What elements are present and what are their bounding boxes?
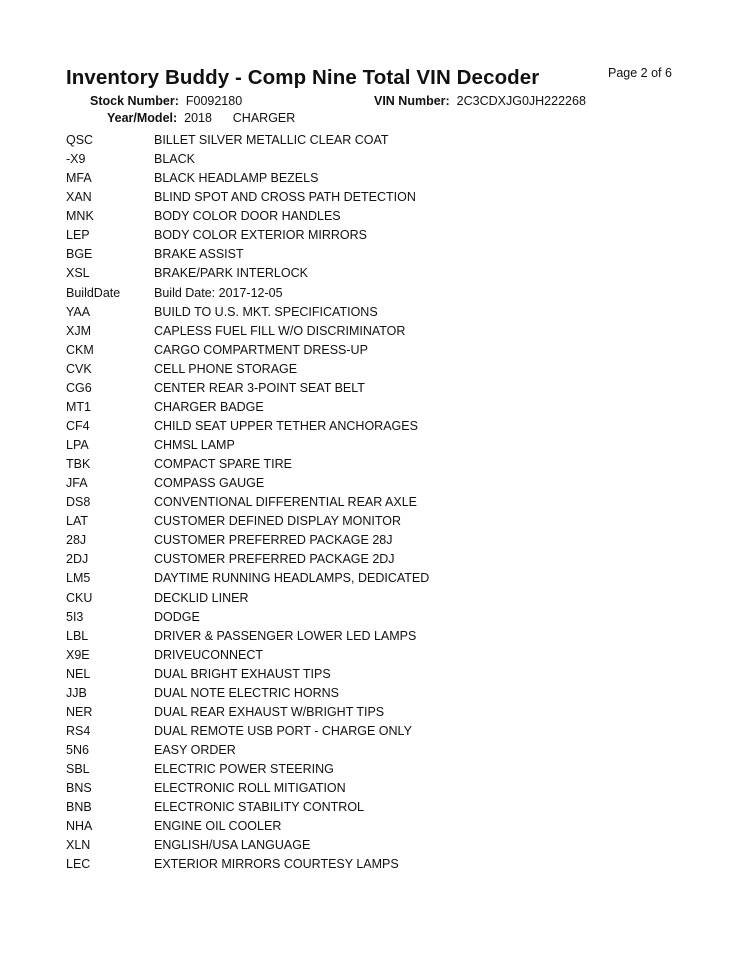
option-row bbox=[66, 131, 686, 150]
option-description: CUSTOMER DEFINED DISPLAY MONITOR bbox=[154, 514, 402, 529]
option-row bbox=[66, 741, 686, 760]
option-description: BODY COLOR DOOR HANDLES bbox=[154, 209, 341, 224]
option-code-list bbox=[66, 131, 686, 874]
option-code: 2DJ bbox=[66, 552, 89, 567]
option-code: SBL bbox=[66, 762, 90, 777]
page-title: Inventory Buddy - Comp Nine Total VIN Decoder bbox=[66, 66, 540, 89]
option-row bbox=[66, 245, 686, 264]
option-description: DRIVER & PASSENGER LOWER LED LAMPS bbox=[154, 628, 417, 643]
option-description: DUAL REAR EXHAUST W/BRIGHT TIPS bbox=[154, 704, 385, 719]
option-row bbox=[66, 512, 686, 531]
option-description: ELECTRONIC STABILITY CONTROL bbox=[154, 800, 364, 815]
option-code: BNS bbox=[66, 781, 92, 796]
option-row bbox=[66, 417, 686, 436]
stock-number bbox=[90, 94, 242, 108]
option-row bbox=[66, 665, 686, 684]
option-code: XLN bbox=[66, 838, 91, 853]
option-code: NHA bbox=[66, 819, 93, 834]
option-row bbox=[66, 703, 686, 722]
option-code: TBK bbox=[66, 457, 91, 472]
vin-number bbox=[374, 94, 586, 108]
option-code: QSC bbox=[66, 133, 94, 147]
option-row bbox=[66, 569, 686, 588]
option-code: MT1 bbox=[66, 399, 91, 414]
option-description: DUAL BRIGHT EXHAUST TIPS bbox=[154, 666, 331, 681]
option-row bbox=[66, 436, 686, 455]
option-description: BLIND SPOT AND CROSS PATH DETECTION bbox=[154, 190, 416, 205]
option-code: NEL bbox=[66, 666, 91, 681]
option-row bbox=[66, 760, 686, 779]
option-description: CHILD SEAT UPPER TETHER ANCHORAGES bbox=[154, 418, 418, 433]
option-description: BODY COLOR EXTERIOR MIRRORS bbox=[154, 228, 367, 243]
option-row bbox=[66, 531, 686, 550]
option-code: BNB bbox=[66, 800, 92, 815]
option-row bbox=[66, 455, 686, 474]
option-description: DUAL NOTE ELECTRIC HORNS bbox=[154, 685, 339, 700]
option-description: BLACK HEADLAMP BEZELS bbox=[154, 171, 319, 186]
option-row bbox=[66, 264, 686, 283]
option-description: DODGE bbox=[154, 609, 200, 624]
option-description: Build Date: 2017-12-05 bbox=[154, 285, 283, 300]
option-description: CONVENTIONAL DIFFERENTIAL REAR AXLE bbox=[154, 495, 418, 510]
stock-number-label: Stock Number: bbox=[90, 94, 179, 108]
option-description: CARGO COMPARTMENT DRESS-UP bbox=[154, 342, 368, 357]
option-row bbox=[66, 684, 686, 703]
option-description: DRIVEUCONNECT bbox=[154, 647, 264, 662]
option-description: CENTER REAR 3-POINT SEAT BELT bbox=[154, 380, 365, 395]
vin-number-label: VIN Number: bbox=[374, 94, 450, 108]
option-row bbox=[66, 817, 686, 836]
option-code: XJM bbox=[66, 323, 91, 338]
option-row bbox=[66, 360, 686, 379]
option-code: BGE bbox=[66, 247, 93, 262]
option-code: -X9 bbox=[66, 152, 86, 167]
option-code: CF4 bbox=[66, 418, 90, 433]
option-row bbox=[66, 207, 686, 226]
option-row bbox=[66, 284, 686, 303]
year-value: 2018 bbox=[184, 111, 212, 125]
option-description: ENGLISH/USA LANGUAGE bbox=[154, 838, 311, 853]
model-value: CHARGER bbox=[232, 111, 296, 125]
option-code: 28J bbox=[66, 533, 87, 548]
option-code: BuildDate bbox=[66, 285, 121, 300]
option-description: ELECTRIC POWER STEERING bbox=[154, 762, 334, 777]
option-row bbox=[66, 169, 686, 188]
option-description: BRAKE ASSIST bbox=[154, 247, 244, 262]
option-description: EASY ORDER bbox=[154, 743, 236, 757]
option-row bbox=[66, 341, 686, 360]
year-model-label: Year/Model: bbox=[107, 111, 178, 125]
option-row bbox=[66, 226, 686, 245]
option-row bbox=[66, 608, 686, 627]
option-code: DS8 bbox=[66, 495, 91, 510]
option-code: CG6 bbox=[66, 380, 92, 395]
option-code: LEC bbox=[66, 857, 91, 872]
option-description: CHMSL LAMP bbox=[154, 438, 235, 452]
option-row bbox=[66, 779, 686, 798]
option-code: YAA bbox=[66, 304, 91, 319]
option-row bbox=[66, 379, 686, 398]
option-description: CUSTOMER PREFERRED PACKAGE 2DJ bbox=[154, 552, 395, 567]
option-description: BILLET SILVER METALLIC CLEAR COAT bbox=[154, 133, 389, 147]
option-description: ENGINE OIL COOLER bbox=[154, 819, 282, 834]
option-description: COMPASS GAUGE bbox=[154, 476, 265, 491]
option-code: XAN bbox=[66, 190, 92, 205]
page-number: Page 2 of 6 bbox=[608, 66, 672, 80]
option-code: MNK bbox=[66, 209, 94, 224]
option-row bbox=[66, 855, 686, 874]
option-code: NER bbox=[66, 704, 93, 719]
option-code: LAT bbox=[66, 514, 88, 529]
option-description: BUILD TO U.S. MKT. SPECIFICATIONS bbox=[154, 304, 378, 319]
option-row bbox=[66, 589, 686, 608]
option-description: BRAKE/PARK INTERLOCK bbox=[154, 266, 308, 281]
option-code: MFA bbox=[66, 171, 92, 186]
option-code: CKU bbox=[66, 590, 93, 605]
option-code: X9E bbox=[66, 647, 90, 662]
option-code: JJB bbox=[66, 685, 87, 700]
year-model bbox=[107, 111, 295, 125]
option-row bbox=[66, 493, 686, 512]
option-row bbox=[66, 322, 686, 341]
option-code: LPA bbox=[66, 438, 89, 452]
option-code: CKM bbox=[66, 342, 94, 357]
option-description: CHARGER BADGE bbox=[154, 399, 264, 414]
option-code: LBL bbox=[66, 628, 89, 643]
option-description: CUSTOMER PREFERRED PACKAGE 28J bbox=[154, 533, 393, 548]
option-description: DAYTIME RUNNING HEADLAMPS, DEDICATED bbox=[154, 571, 430, 586]
option-row bbox=[66, 303, 686, 322]
option-description: CAPLESS FUEL FILL W/O DISCRIMINATOR bbox=[154, 323, 406, 338]
option-code: 5N6 bbox=[66, 743, 89, 757]
vin-number-value: 2C3CDXJG0JH222268 bbox=[456, 94, 586, 108]
option-code: CVK bbox=[66, 361, 92, 376]
option-row bbox=[66, 550, 686, 569]
option-row bbox=[66, 627, 686, 646]
option-row bbox=[66, 722, 686, 741]
option-row bbox=[66, 836, 686, 855]
option-description: ELECTRONIC ROLL MITIGATION bbox=[154, 781, 346, 796]
option-description: COMPACT SPARE TIRE bbox=[154, 457, 292, 472]
option-row bbox=[66, 150, 686, 169]
option-description: EXTERIOR MIRRORS COURTESY LAMPS bbox=[154, 857, 399, 872]
option-description: BLACK bbox=[154, 152, 195, 167]
option-row bbox=[66, 798, 686, 817]
option-row bbox=[66, 398, 686, 417]
option-code: JFA bbox=[66, 476, 88, 491]
option-code: LM5 bbox=[66, 571, 91, 586]
option-description: DUAL REMOTE USB PORT - CHARGE ONLY bbox=[154, 723, 412, 738]
option-code: RS4 bbox=[66, 723, 91, 738]
option-description: CELL PHONE STORAGE bbox=[154, 361, 298, 376]
option-code: LEP bbox=[66, 228, 90, 243]
option-row bbox=[66, 646, 686, 665]
option-description: DECKLID LINER bbox=[154, 590, 249, 605]
option-code: XSL bbox=[66, 266, 90, 281]
stock-number-value: F0092180 bbox=[185, 94, 243, 108]
option-row bbox=[66, 188, 686, 207]
option-row bbox=[66, 474, 686, 493]
option-code: 5I3 bbox=[66, 609, 84, 624]
